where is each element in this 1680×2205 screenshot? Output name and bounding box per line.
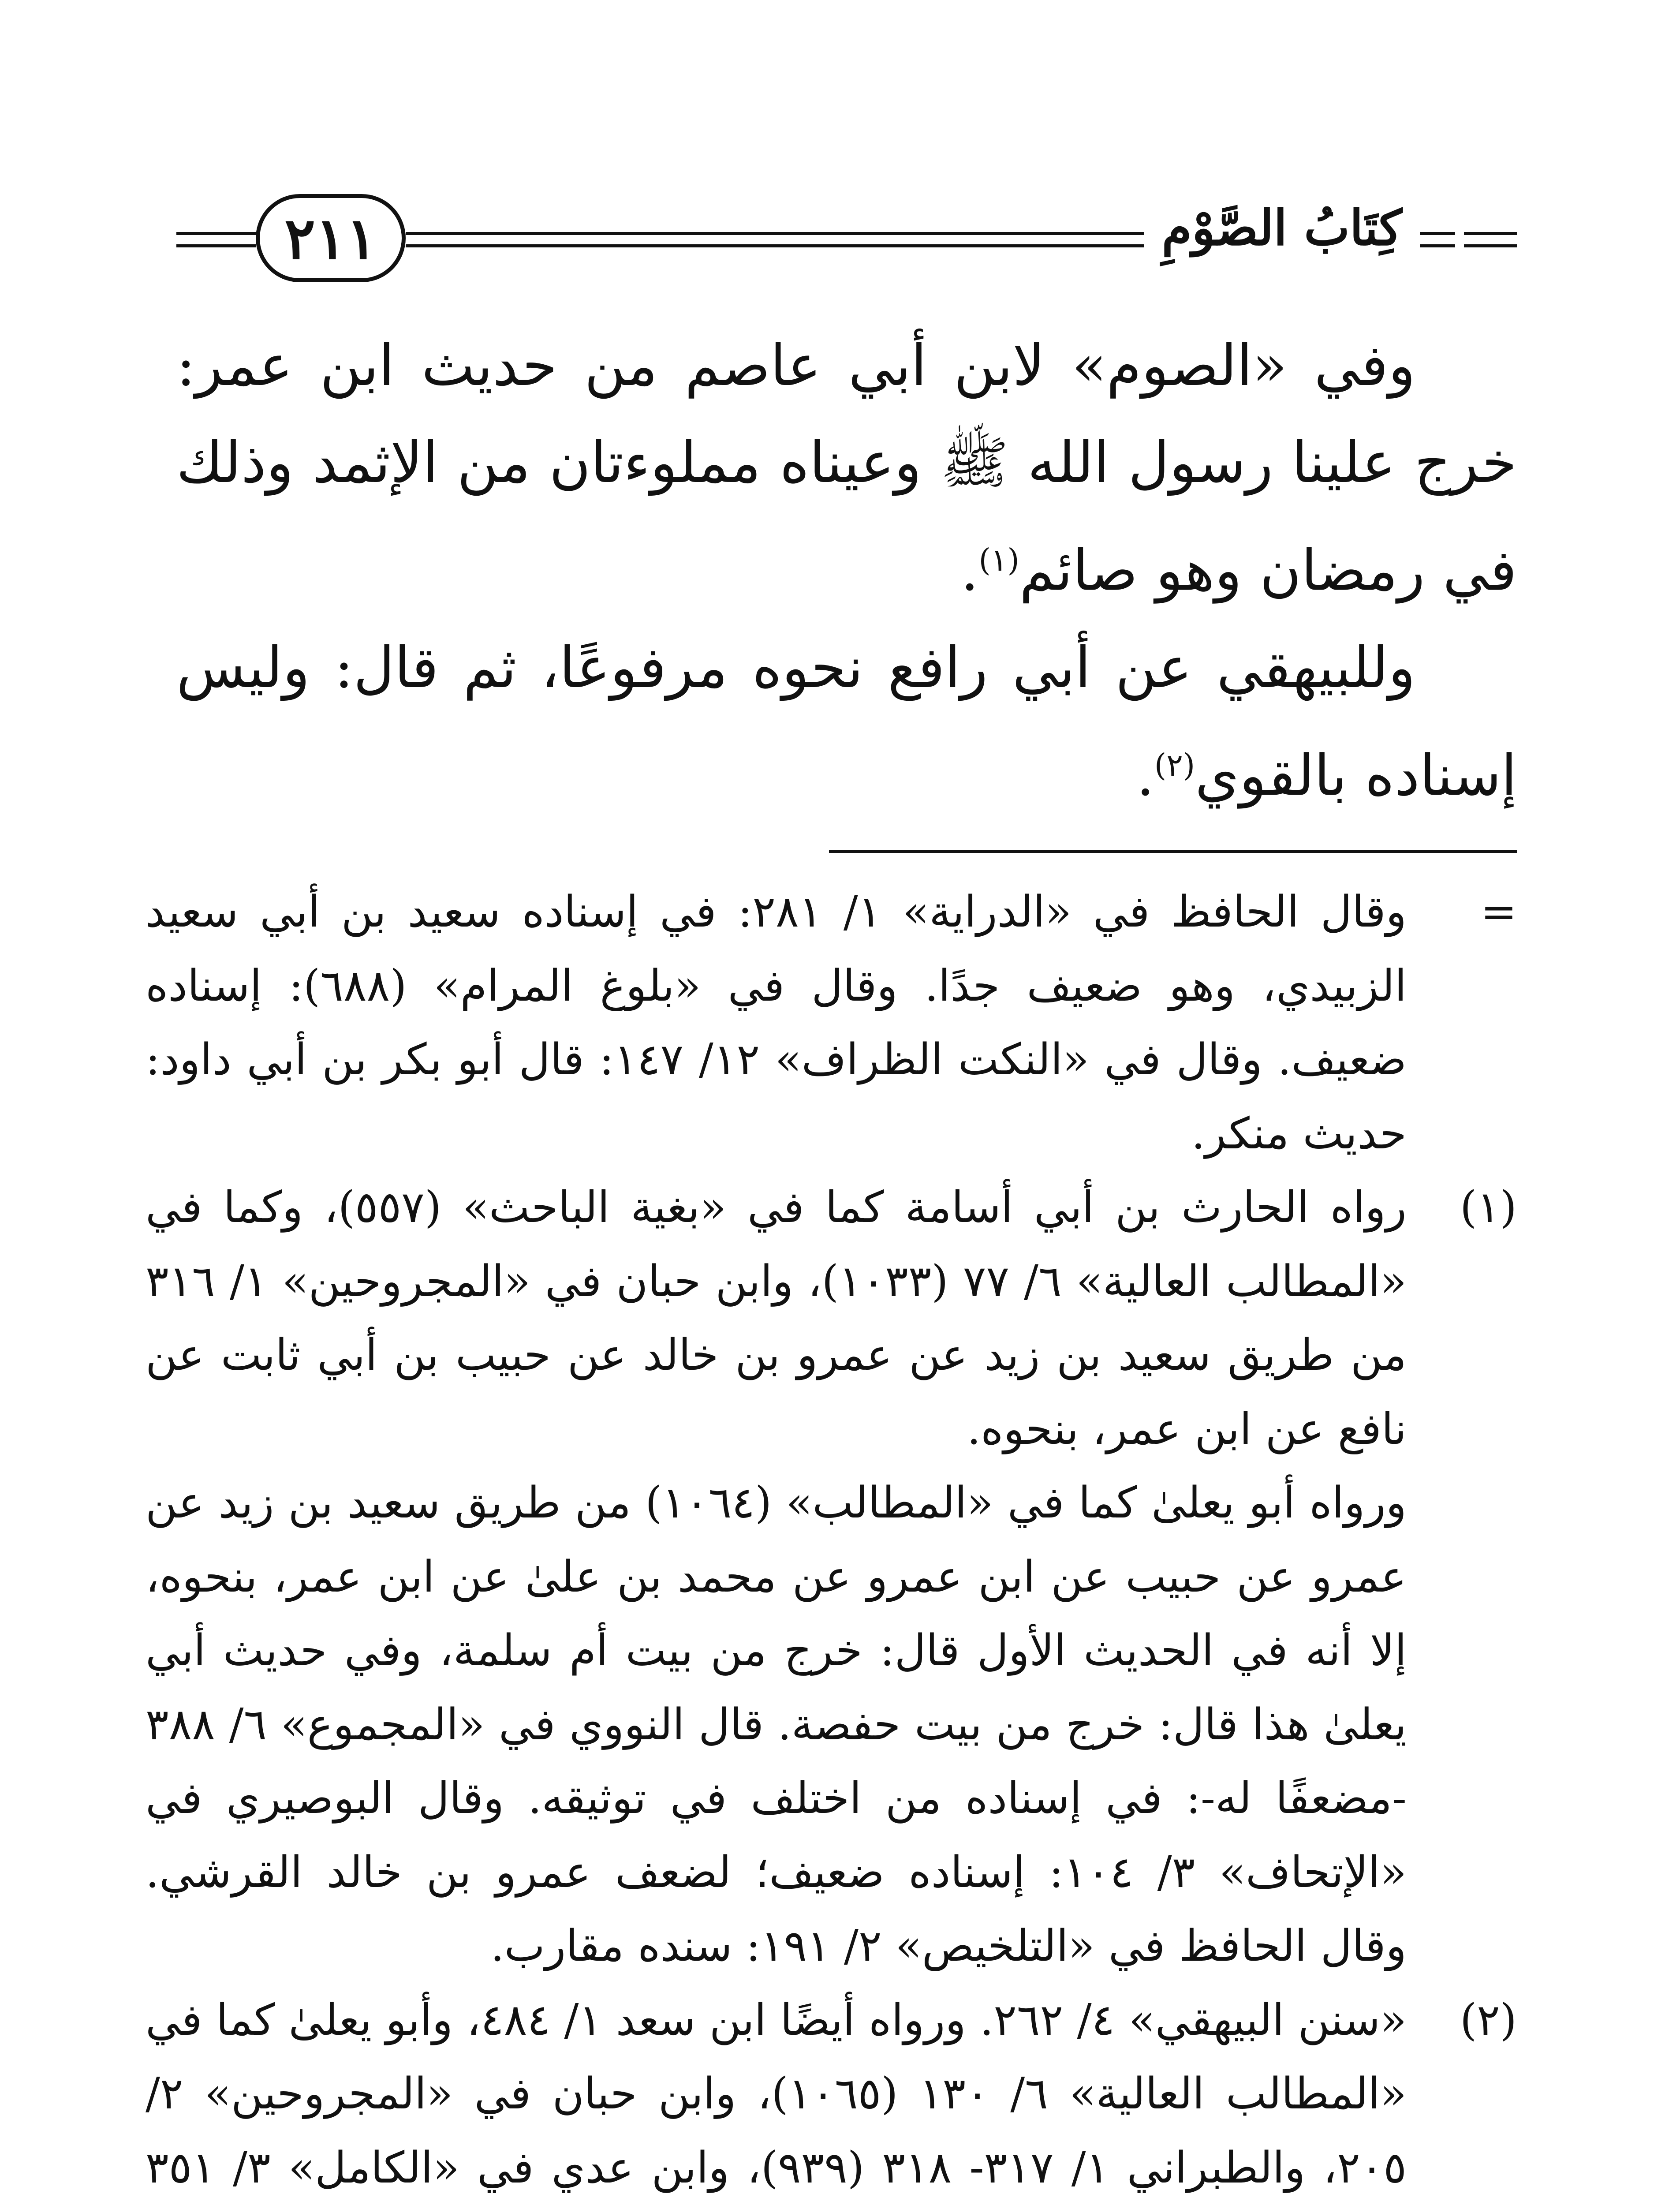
footnote-body xyxy=(146,875,1407,1171)
footnote-mark: = xyxy=(1480,887,1517,937)
footnote-text: وقال الحافظ في «الدراية» ١/ ٢٨١: في إسناده سعيد بن أبي سعيد الزبيدي، وهو ضعيف جدًا. وقال في «بلوغ المرام» (٦٨٨): إسناده ضعيف. وقال في «النكت الظراف» ١٢/ ١٤٧: قال أبو بكر بن أبي داود: حديث منكر. xyxy=(146,887,1407,1159)
footnote-body xyxy=(146,1984,1407,2205)
footnote-2 xyxy=(146,1984,1517,2205)
footnote-text: «سنن البيهقي» ٤/ ٢٦٢. ورواه أيضًا ابن سعد ١/ ٤٨٤، وأبو يعلىٰ كما في «المطالب العالية» ٦/ ١٣٠ (١٠٦٥)، وابن حبان في «المجروحين» ٢/ ٢٠٥، والطبراني ١/ ٣١٧- ٣١٨ (٩٣٩)، وابن عدي في «الكامل» ٣/ ٣٥١ xyxy=(146,1995,1407,2193)
paragraph xyxy=(176,318,1517,620)
paragraph-end: . xyxy=(1136,743,1154,809)
footnote-ref: (١) xyxy=(978,542,1019,578)
footnote-1 xyxy=(146,1171,1517,1984)
footnote-continuation xyxy=(146,875,1517,1171)
footnote-text: رواه الحارث بن أبي أسامة كما في «بغية الباحث» (٥٥٧)، وكما في «المطالب العالية» ٦/ ٧٧ (١٠٣٣)، وابن حبان في «المجروحين» ١/ ٣١٦ من طريق سعيد بن زيد عن عمرو بن خالد عن حبيب بن أبي ثابت عن نافع عن ابن عمر، بنحوه. xyxy=(146,1182,1407,1454)
paragraph xyxy=(176,620,1517,825)
page-number: ٢١١ xyxy=(256,194,406,282)
paragraph-end: . xyxy=(960,538,979,604)
footnote-body xyxy=(146,1171,1407,1984)
header-rule xyxy=(176,232,256,235)
footnotes xyxy=(146,875,1517,2205)
footnote-text: ورواه أبو يعلىٰ كما في «المطالب» (١٠٦٤) من طريق سعيد بن زيد عن عمرو عن حبيب عن ابن عمرو عن محمد بن علىٰ عن ابن عمر، بنحوه، إلا أنه في الحديث الأول قال: خرج من بيت أم سلمة، وفي حديث أبي يعلىٰ هذا قال: خرج من بيت حفصة. قال النووي في «المجموع» ٦/ ٣٨٨ -مضعفًا له-: في إسناده من اختلف في توثيقه. وقال البوصيري في «الإتحاف» ٣/ ١٠٤: إسناده ضعيف؛ لضعف عمرو بن خالد القرشي. وقال الحافظ في «التلخيص» ٢/ ١٩١: سنده مقارب. xyxy=(146,1478,1407,1971)
main-text xyxy=(176,318,1517,824)
footnote-separator xyxy=(829,850,1517,853)
footnote-mark: (٢) xyxy=(1460,1995,1517,2045)
header-rule xyxy=(1464,232,1517,235)
paragraph-text: وفي «الصوم» لابن أبي عاصم من حديث ابن عمر: خرج علينا رسول الله ﷺ وعيناه مملوءتان من الإثمد وذلك في رمضان وهو صائم xyxy=(176,333,1517,604)
footnote-ref: (٢) xyxy=(1154,747,1195,783)
page-header xyxy=(176,190,1517,287)
book-title: كِتَابُ الصَّوْمِ xyxy=(1144,199,1420,256)
footnote-mark: (١) xyxy=(1460,1182,1517,1233)
paragraph-text: وللبيهقي عن أبي رافع نحوه مرفوعًا، ثم قال: وليس إسناده بالقوي xyxy=(176,635,1517,809)
header-rule xyxy=(176,244,256,247)
header-rule xyxy=(1464,244,1517,247)
